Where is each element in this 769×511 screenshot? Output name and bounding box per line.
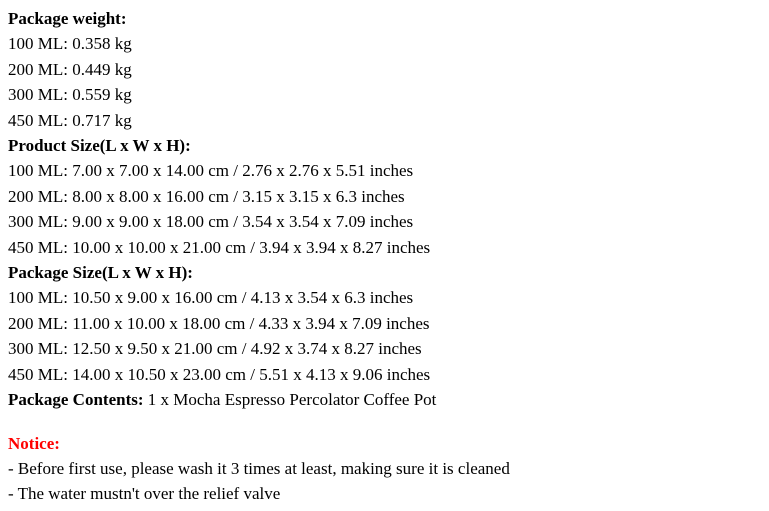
section-heading: Package Size(L x W x H): [8,263,193,283]
section-heading: Package weight: [8,9,127,28]
section-heading: Product Size(L x W x H): [8,136,191,156]
weight-line-100ml: 100 ML: 0.358 kg [8,34,132,54]
package-contents-label: Package Contents: [8,390,144,410]
product-size-line-100ml: 100 ML: 7.00 x 7.00 x 14.00 cm / 2.76 x 2.76 x 5.51 inches [8,161,414,181]
section-spacer [8,413,769,431]
section-notice [8,431,769,507]
section-product-size [8,133,769,260]
package-contents [8,387,769,412]
package-size-line-300ml: 300 ML: 12.50 x 9.50 x 21.00 cm / 4.92 x 3.74 x 8.27 inches [8,339,422,359]
product-size-line-200ml: 200 ML: 8.00 x 8.00 x 16.00 cm / 3.15 x 3.15 x 6.3 inches [8,186,405,206]
package-contents-value: 1 x Mocha Espresso Percolator Coffee Pot [143,390,437,410]
product-size-line-450ml: 450 ML: 10.00 x 10.00 x 21.00 cm / 3.94 x 3.94 x 8.27 inches [8,237,431,257]
weight-line-200ml: 200 ML: 0.449 kg [8,59,132,79]
weight-line-300ml: 300 ML: 0.559 kg [8,85,132,105]
section-package-size [8,260,769,387]
notice-item-1: - Before first use, please wash it 3 times at least, making sure it is cleaned [8,458,510,478]
package-size-line-200ml: 200 ML: 11.00 x 10.00 x 18.00 cm / 4.33 x 3.94 x 7.09 inches [8,313,430,333]
weight-line-450ml: 450 ML: 0.717 kg [8,110,132,130]
notice-item-2: - The water mustn't over the relief valve [8,484,281,504]
section-package-weight [8,6,769,133]
notice-heading: Notice: [8,433,60,453]
package-size-line-100ml: 100 ML: 10.50 x 9.00 x 16.00 cm / 4.13 x 3.54 x 6.3 inches [8,288,414,308]
package-size-line-450ml: 450 ML: 14.00 x 10.50 x 23.00 cm / 5.51 x 4.13 x 9.06 inches [8,364,431,384]
product-size-line-300ml: 300 ML: 9.00 x 9.00 x 18.00 cm / 3.54 x 3.54 x 7.09 inches [8,212,414,232]
